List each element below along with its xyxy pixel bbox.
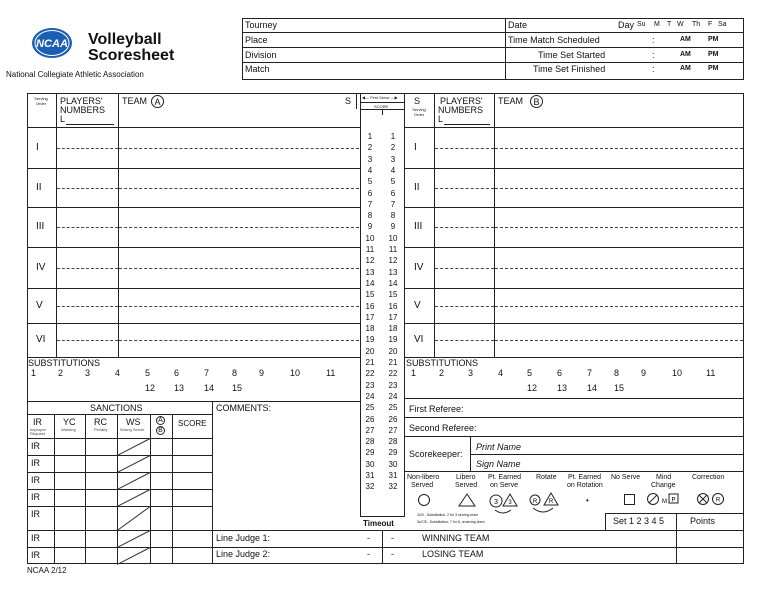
sub-slot[interactable]: 14	[204, 383, 215, 393]
day-th[interactable]: Th	[692, 21, 701, 28]
sub-slot[interactable]: 10	[672, 368, 683, 378]
rotation-label-a: I	[36, 141, 39, 153]
sub-slot[interactable]: 4	[498, 368, 504, 378]
score-a[interactable]: 25	[365, 403, 375, 413]
score-a[interactable]: 6	[367, 188, 373, 198]
score-a[interactable]: 22	[365, 369, 375, 379]
legend-correction: Correction	[692, 474, 725, 481]
score-a[interactable]: 5	[367, 177, 373, 187]
sub-slot[interactable]: 3	[85, 368, 91, 378]
sub-slot[interactable]: 8	[614, 368, 620, 378]
sign-name[interactable]: Sign Name	[476, 459, 521, 469]
score-a[interactable]: 12	[365, 256, 375, 266]
legend-sub-1: 3/20 - Substitution, 2 for 3 serving team	[417, 513, 479, 517]
svg-text:3: 3	[494, 499, 498, 506]
score-b[interactable]: 32	[388, 482, 398, 492]
libero-label-a: L	[60, 114, 66, 124]
subs-label-a: SUBSTITUTIONS	[28, 358, 101, 368]
comments-label: COMMENTS:	[216, 403, 271, 413]
place-label[interactable]: Place	[245, 35, 268, 45]
sub-slot[interactable]: 9	[259, 368, 265, 378]
sanction-ir[interactable]: IR	[31, 550, 40, 560]
date-label[interactable]: Date	[508, 20, 528, 30]
score-b[interactable]: 19	[388, 335, 398, 345]
team-a-entry-line[interactable]	[119, 268, 359, 269]
losing-team[interactable]: LOSING TEAM	[422, 549, 484, 559]
player-line-a[interactable]	[57, 188, 118, 189]
team-label-a: TEAM	[122, 96, 148, 106]
sub-slot[interactable]: 5	[145, 368, 151, 378]
yc-sub: Warning	[61, 427, 76, 432]
score-b[interactable]: 5	[390, 177, 396, 187]
day-t[interactable]: T	[667, 21, 672, 28]
score-a[interactable]: 14	[365, 278, 375, 288]
players-label-b: PLAYERS'	[440, 96, 483, 106]
player-line-b[interactable]	[435, 188, 494, 189]
sub-slot[interactable]: 11	[706, 368, 716, 378]
score-a[interactable]: 29	[365, 448, 375, 458]
day-w[interactable]: W	[677, 21, 684, 28]
winning-team[interactable]: WINNING TEAM	[422, 533, 490, 543]
rotation-label-a: IV	[36, 261, 46, 273]
rotation-label-b: III	[414, 221, 423, 232]
legend-non-libero: Non-libero	[407, 474, 440, 481]
score-b[interactable]: 4	[390, 165, 396, 175]
match-label[interactable]: Match	[245, 64, 270, 74]
score-b[interactable]: 7	[390, 199, 396, 209]
score-a[interactable]: 17	[365, 312, 375, 322]
score-a[interactable]: 2	[367, 143, 373, 153]
svg-text:R: R	[715, 497, 721, 504]
colon: :	[652, 50, 655, 60]
timeout-a2[interactable]: -	[367, 549, 370, 559]
player-line-b[interactable]	[435, 340, 494, 341]
first-serve-arrow: ◀— First Serve —▶	[362, 95, 398, 100]
player-line-a[interactable]	[57, 227, 118, 228]
score-a[interactable]: 26	[365, 414, 375, 424]
sub-slot[interactable]: 15	[232, 383, 243, 393]
sub-slot[interactable]: 15	[614, 383, 625, 393]
rotation-label-b: V	[414, 299, 421, 311]
rotation-label-b: IV	[414, 261, 424, 273]
colon: :	[652, 35, 655, 45]
yc-header: YC	[63, 417, 76, 427]
sub-slot[interactable]: 12	[145, 383, 156, 393]
libero-triangle-icon	[458, 493, 476, 512]
score-a[interactable]: 10	[365, 233, 375, 243]
sanction-score-header: SCORE	[178, 419, 207, 428]
player-line-b[interactable]	[435, 268, 494, 269]
score-a[interactable]: 1	[367, 132, 373, 141]
score-b[interactable]: 12	[388, 256, 398, 266]
score-b[interactable]: 14	[388, 278, 398, 288]
legend-sub-2: 3s/7/8 - Substitution, 7 for 8, receiving team	[417, 520, 485, 524]
team-a-entry-line[interactable]	[119, 188, 359, 189]
svg-text:M: M	[662, 499, 667, 505]
non-libero-circle-icon	[418, 494, 430, 506]
score-b[interactable]: 2	[390, 143, 396, 153]
score-label: SCORE	[374, 104, 389, 109]
org-name: National Collegiate Athletic Association	[6, 70, 144, 79]
team-b-entry-line[interactable]	[495, 340, 743, 341]
rotation-label-b: II	[414, 181, 420, 193]
score-a[interactable]: 9	[367, 222, 373, 232]
score-a[interactable]: 7	[367, 199, 373, 209]
svg-text:R: R	[532, 499, 538, 505]
score-a[interactable]: 15	[365, 290, 375, 300]
footer-version: NCAA 2/12	[27, 566, 67, 575]
sub-slot[interactable]: 13	[557, 383, 568, 393]
pm-option[interactable]: PM	[708, 51, 719, 58]
player-line-a[interactable]	[57, 340, 118, 341]
header-left-box	[242, 18, 506, 80]
serving-order-a: Serving Order	[34, 96, 48, 106]
first-serve-label: First Serve	[370, 95, 390, 100]
score-b[interactable]: 15	[388, 290, 398, 300]
am-option[interactable]: AM	[680, 51, 691, 58]
sub-slot[interactable]: 8	[232, 368, 238, 378]
score-a[interactable]: 20	[365, 346, 375, 356]
score-b[interactable]: 18	[388, 324, 398, 334]
team-a-badge: A	[151, 95, 164, 108]
sub-slot[interactable]: 2	[439, 368, 445, 378]
score-b[interactable]: 10	[388, 233, 398, 243]
first-referee[interactable]: First Referee:	[409, 404, 464, 414]
players-label-a: PLAYERS'	[60, 96, 103, 106]
score-a[interactable]: 4	[367, 165, 373, 175]
sanctions-title: SANCTIONS	[90, 403, 143, 413]
score-a[interactable]: 23	[365, 380, 375, 390]
score-a[interactable]: 30	[365, 459, 375, 469]
correction-icon	[696, 492, 728, 513]
score-b[interactable]: 8	[390, 211, 396, 221]
ir-header: IR	[33, 417, 42, 427]
day-label: Day	[618, 20, 635, 30]
sanction-b-badge: B	[156, 426, 165, 435]
player-line-b[interactable]	[435, 306, 494, 307]
legend-mind-sub: Change	[651, 482, 676, 489]
score-a[interactable]: 16	[365, 301, 375, 311]
line-judge-1[interactable]: Line Judge 1:	[216, 533, 271, 543]
timeout-b1[interactable]: -	[391, 533, 394, 543]
libero-label-b: L	[438, 114, 444, 124]
score-b[interactable]: 17	[388, 312, 398, 322]
sub-slot[interactable]: 10	[290, 368, 301, 378]
pm-option[interactable]: PM	[708, 36, 719, 43]
score-b[interactable]: 26	[388, 414, 398, 424]
day-f[interactable]: F	[708, 21, 713, 28]
team-b-entry-line[interactable]	[495, 148, 743, 149]
points-label: Points	[690, 516, 716, 526]
score-a[interactable]: 28	[365, 437, 375, 447]
score-b[interactable]: 29	[388, 448, 398, 458]
score-b[interactable]: 23	[388, 380, 398, 390]
sanction-ir[interactable]: IR	[31, 475, 40, 485]
team-a-entry-line[interactable]	[119, 340, 359, 341]
team-b-badge: B	[530, 95, 543, 108]
rotation-label-a: V	[36, 299, 43, 311]
sub-slot[interactable]: 6	[557, 368, 563, 378]
sanction-ir[interactable]: IR	[31, 509, 40, 519]
pt-serve-icon	[488, 492, 520, 521]
rotation-label-b: VI	[414, 334, 424, 345]
score-b[interactable]: 16	[388, 301, 398, 311]
rotate-icon	[527, 492, 563, 521]
score-b[interactable]: 6	[390, 188, 396, 198]
title-line2: Scoresheet	[88, 47, 175, 64]
score-a[interactable]: 32	[365, 482, 375, 492]
sub-slot[interactable]: 9	[641, 368, 647, 378]
sanction-ir[interactable]: IR	[31, 458, 40, 468]
team-label-b: TEAM	[498, 96, 524, 106]
sub-slot[interactable]: 2	[58, 368, 64, 378]
svg-text:R: R	[548, 499, 554, 505]
line-judge-2[interactable]: Line Judge 2:	[216, 549, 271, 559]
tourney-label[interactable]: Tourney	[245, 20, 278, 30]
print-name[interactable]: Print Name	[476, 442, 522, 452]
svg-text:3: 3	[508, 500, 512, 506]
rotation-label-a: II	[36, 181, 42, 193]
am-option[interactable]: AM	[680, 65, 691, 72]
score-a[interactable]: 11	[365, 245, 375, 254]
team-b-entry-line[interactable]	[495, 268, 743, 269]
score-b[interactable]: 31	[388, 471, 398, 480]
score-a[interactable]: 27	[365, 425, 375, 435]
sub-slot[interactable]: 12	[527, 383, 538, 393]
svg-text:P: P	[671, 497, 676, 504]
time-finished-label[interactable]: Time Set Finished	[533, 64, 606, 74]
team-a-entry-line[interactable]	[119, 306, 359, 307]
score-a[interactable]: 31	[365, 471, 375, 480]
score-b[interactable]: 1	[390, 132, 396, 141]
score-b[interactable]: 27	[388, 425, 398, 435]
sanction-a-badge: A	[156, 416, 165, 425]
subs-label-b: SUBSTITUTIONS	[406, 358, 479, 368]
score-b[interactable]: 30	[388, 459, 398, 469]
score-b[interactable]: 13	[388, 267, 398, 277]
sanction-ir[interactable]: IR	[31, 441, 40, 451]
rotation-label-a: VI	[36, 334, 46, 345]
legend-pt-rotation: Pt. Earned	[568, 474, 602, 481]
logo-text: NCAA	[36, 38, 68, 50]
legend-non-libero-sub: Served	[411, 482, 434, 489]
score-a[interactable]: 3	[367, 154, 373, 164]
team-a-entry-line[interactable]	[119, 227, 359, 228]
serve-s-b: S	[414, 96, 421, 106]
day-su[interactable]: Su	[637, 21, 646, 28]
pm-option[interactable]: PM	[708, 65, 719, 72]
legend-mind: Mind	[656, 474, 672, 481]
division-label[interactable]: Division	[245, 50, 277, 60]
team-b-entry-line[interactable]	[495, 306, 743, 307]
sub-slot[interactable]: 3	[468, 368, 474, 378]
ir-sub: Improper Request	[30, 427, 47, 436]
score-b[interactable]: 9	[390, 222, 396, 232]
score-b[interactable]: 21	[388, 358, 398, 367]
day-sa[interactable]: Sa	[718, 21, 727, 28]
numbers-label-a: NUMBERS	[60, 105, 106, 115]
score-a[interactable]: 21	[365, 358, 375, 367]
player-line-a[interactable]	[57, 306, 118, 307]
no-serve-box-icon	[624, 494, 635, 505]
team-b-entry-line[interactable]	[495, 188, 743, 189]
pt-rotation-mark: •	[586, 496, 589, 505]
score-a[interactable]: 18	[365, 324, 375, 334]
legend-no-serve: No Serve	[611, 474, 641, 481]
serving-order-b: Serving Order	[412, 107, 426, 117]
score-b[interactable]: 25	[388, 403, 398, 413]
rotation-label-b: I	[414, 141, 417, 153]
sub-slot[interactable]: 11	[326, 368, 336, 378]
sub-slot[interactable]: 13	[174, 383, 185, 393]
legend-libero-sub: Served	[455, 482, 478, 489]
score-a[interactable]: 8	[367, 211, 373, 221]
sub-slot[interactable]: 7	[587, 368, 593, 378]
legend-pt-serve: Pt. Earned	[488, 474, 522, 481]
ws-header: WS	[126, 417, 141, 427]
scoresheet-grid	[27, 93, 744, 564]
rotation-label-a: III	[36, 221, 45, 232]
mind-change-icon	[646, 492, 682, 513]
rc-header: RC	[94, 417, 107, 427]
player-line-b[interactable]	[435, 227, 494, 228]
score-b[interactable]: 3	[390, 154, 396, 164]
player-line-a[interactable]	[57, 148, 118, 149]
sanction-ir[interactable]: IR	[31, 492, 40, 502]
team-a-entry-line[interactable]	[119, 148, 359, 149]
score-a[interactable]: 19	[365, 335, 375, 345]
legend-pt-rotation-sub: on Rotation	[567, 482, 603, 489]
serve-s-a: S	[345, 96, 352, 106]
sub-slot[interactable]: 14	[587, 383, 598, 393]
time-started-label[interactable]: Time Set Started	[538, 50, 606, 60]
score-b[interactable]: 28	[388, 437, 398, 447]
legend-pt-serve-sub: on Serve	[490, 482, 519, 489]
sub-slot[interactable]: 5	[527, 368, 533, 378]
scorekeeper[interactable]: Scorekeeper:	[409, 449, 463, 459]
timeout-label: Timeout	[363, 519, 394, 528]
day-m[interactable]: M	[654, 21, 660, 28]
time-scheduled-label[interactable]: Time Match Scheduled	[508, 35, 600, 45]
player-line-a[interactable]	[57, 268, 118, 269]
sub-slot[interactable]: 6	[174, 368, 180, 378]
ncaa-logo	[30, 26, 74, 60]
ws-sub: Wrong Server	[120, 427, 145, 432]
colon: :	[652, 64, 655, 74]
score-a[interactable]: 13	[365, 267, 375, 277]
legend-rotate: Rotate	[536, 474, 557, 481]
sub-slot[interactable]: 1	[411, 368, 417, 378]
timeout-b2[interactable]: -	[391, 549, 394, 559]
player-line-b[interactable]	[435, 148, 494, 149]
numbers-label-b: NUMBERS	[438, 105, 484, 115]
sub-slot[interactable]: 7	[204, 368, 210, 378]
score-b[interactable]: 20	[388, 346, 398, 356]
second-referee[interactable]: Second Referee:	[409, 423, 477, 433]
score-b[interactable]: 11	[388, 245, 398, 254]
sub-slot[interactable]: 1	[31, 368, 37, 378]
team-b-entry-line[interactable]	[495, 227, 743, 228]
score-b[interactable]: 22	[388, 369, 398, 379]
score-b[interactable]: 24	[388, 391, 398, 401]
sub-slot[interactable]: 4	[115, 368, 121, 378]
legend-libero: Libero	[456, 474, 476, 481]
sanction-ir[interactable]: IR	[31, 533, 40, 543]
set-label[interactable]: Set 1 2 3 4 5	[613, 516, 665, 526]
rc-sub: Penalty	[94, 427, 108, 432]
title-line1: Volleyball	[88, 31, 162, 48]
timeout-a1[interactable]: -	[367, 533, 370, 543]
am-option[interactable]: AM	[680, 36, 691, 43]
score-a[interactable]: 24	[365, 391, 375, 401]
